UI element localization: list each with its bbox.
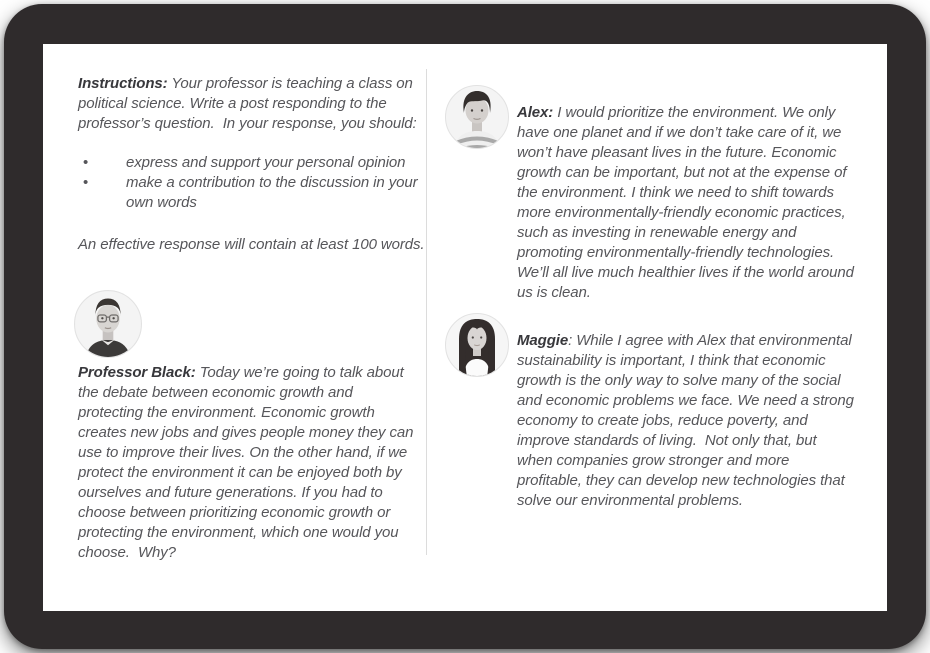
young-man-striped-sweater-icon bbox=[445, 85, 509, 149]
author-name: Alex: bbox=[517, 104, 554, 121]
post-paragraph bbox=[517, 313, 858, 511]
author-name: Maggie bbox=[517, 332, 569, 349]
man-with-glasses-icon bbox=[74, 290, 142, 358]
post-paragraph bbox=[517, 85, 858, 303]
bullet-text: express and support your personal opinion bbox=[126, 154, 406, 171]
discussion-page bbox=[43, 44, 887, 611]
post-body: I would prioritize the environment. We only have one planet and if we don’t take care of it, we won’t have pleasant lives in the future. Economic growth can be important, but not at the expense of the environment. I think we need to shift towards more environmentally-friendly economic practices, such as investing in renewable energy and promoting environmentally-friendly technologies. We’ll all live much healthier lives if the world around us is clean. bbox=[517, 104, 858, 301]
maggie-avatar bbox=[445, 313, 509, 377]
column-divider bbox=[426, 69, 427, 555]
post-body: Today we’re going to talk about the debate between economic growth and protecting the environment. Economic growth creates new jobs and gives people money they can use to improve their lives. On the other hand, if we protect the environment it can be enjoyed both by ourselves and future generations. If you had to choose between prioritizing economic growth or protecting the environment, which one would you choose. Why? bbox=[78, 364, 418, 561]
maggie-post bbox=[445, 313, 857, 511]
alex-avatar bbox=[445, 85, 509, 149]
young-woman-long-hair-icon bbox=[445, 313, 509, 377]
instructions-paragraph bbox=[78, 74, 420, 134]
word-count-note: An effective response will contain at least 100 words. bbox=[78, 236, 425, 253]
instructions-body: Your professor is teaching a class on political science. Write a post responding to the professor’s question. In your response, you should: bbox=[78, 75, 417, 132]
instructions-label: Instructions: bbox=[78, 75, 168, 92]
requirements-list bbox=[78, 153, 426, 213]
list-item bbox=[78, 153, 426, 173]
professor-black-avatar bbox=[74, 290, 142, 358]
bullet-text: make a contribution to the discussion in your own words bbox=[126, 174, 422, 211]
author-name: Professor Black: bbox=[78, 364, 196, 381]
alex-post bbox=[445, 85, 857, 303]
list-item bbox=[78, 173, 426, 213]
bullet-icon: • bbox=[83, 174, 89, 191]
professor-post bbox=[78, 363, 420, 563]
tablet-frame bbox=[4, 4, 926, 649]
bullet-icon: • bbox=[83, 154, 89, 171]
post-body: : While I agree with Alex that environmental sustainability is important, I think that economic growth is the only way to solve many of the social and economic problems we face. We need a strong economy to create jobs, reduce poverty, and improve standards of living. Not only that, but when companies grow stronger and more profitable, they can develop new technologies that solve our environmental problems. bbox=[517, 332, 858, 509]
